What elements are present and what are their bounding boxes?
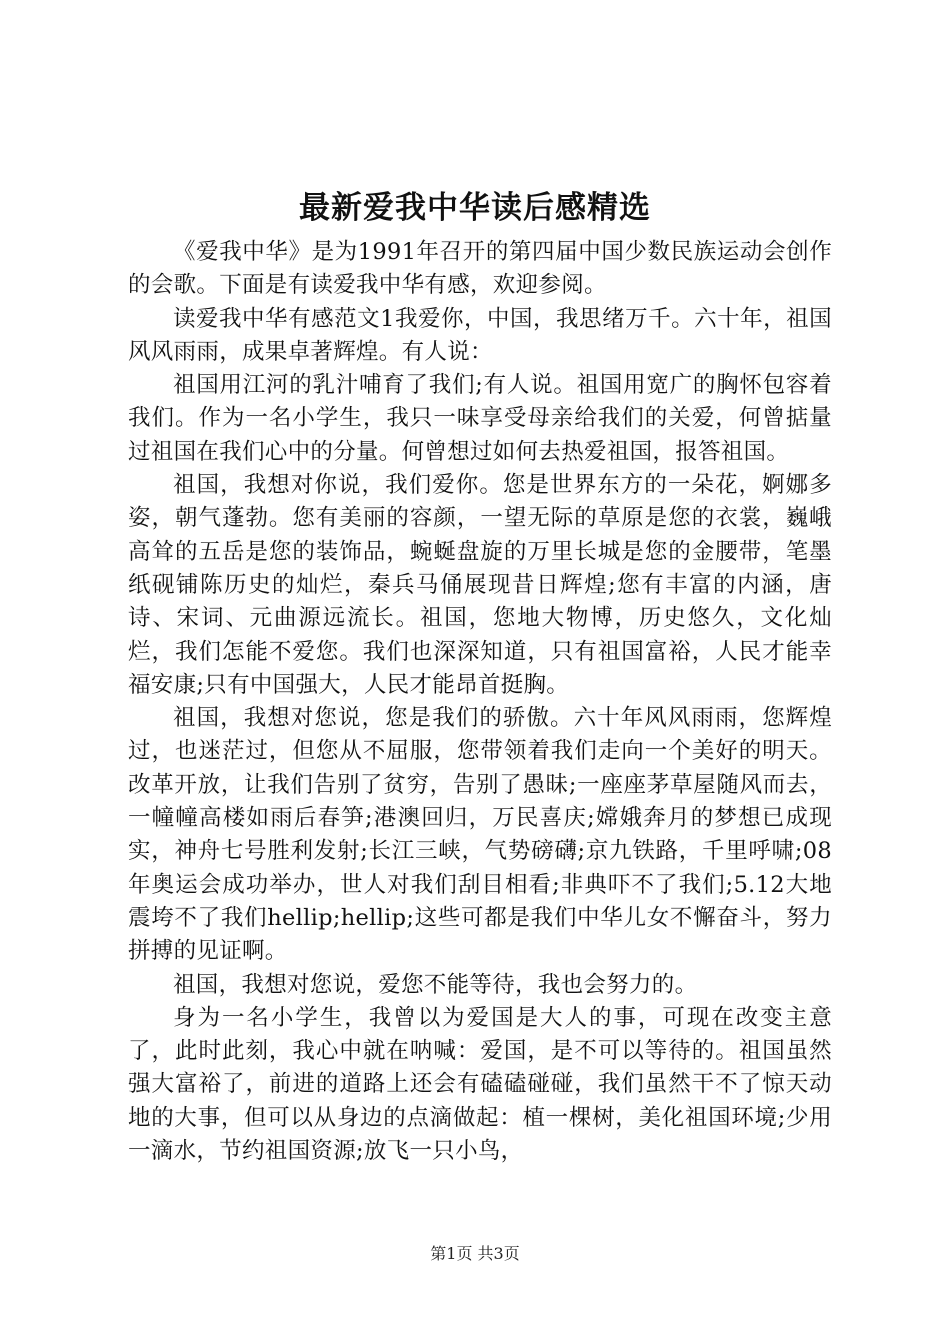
paragraph-essay-opening: 读爱我中华有感范文1我爱你，中国，我思绪万千。六十年，祖国风风雨雨，成果卓著辉煌。有人说： <box>128 305 832 365</box>
paragraph-as-a-student: 身为一名小学生，我曾以为爱国是大人的事，可现在改变主意了，此时此刻，我心中就在呐喊：爱国，是不可以等待的。祖国虽然强大富裕了，前进的道路上还会有磕磕碰碰，我们虽然干不了惊天动地的大事，但可以从身边的点滴做起：植一棵树，美化祖国环境;少用一滴水，节约祖国资源;放飞一只小鸟， <box>128 1004 832 1165</box>
paragraph-cannot-wait: 祖国，我想对您说，爱您不能等待，我也会努力的。 <box>173 971 698 998</box>
paragraph-we-love-you: 祖国，我想对你说，我们爱你。您是世界东方的一朵花，婀娜多姿，朝气蓬勃。您有美丽的容颜，一望无际的草原是您的衣裳，巍峨高耸的五岳是您的装饰品，蜿蜒盘旋的万里长城是您的金腰带，笔墨纸砚铺陈历史的灿烂，秦兵马俑展现昔日辉煌;您有丰富的内涵，唐诗、宋词、元曲源远流长。祖国，您地大物博，历史悠久，文化灿烂，我们怎能不爱您。我们也深深知道，只有祖国富裕，人民才能幸福安康;只有中国强大，人民才能昂首挺胸。 <box>128 472 832 698</box>
document-body <box>128 236 832 1168</box>
paragraph-our-pride: 祖国，我想对您说，您是我们的骄傲。六十年风风雨雨，您辉煌过，也迷茫过，但您从不屈服，您带领着我们走向一个美好的明天。改革开放，让我们告别了贫穷，告别了愚昧;一座座茅草屋随风而去，一幢幢高楼如雨后春笋;港澳回归，万民喜庆;嫦娥奔月的梦想已成现实，神舟七号胜利发射;长江三峡，气势磅礴;京九铁路，千里呼啸;08年奥运会成功举办，世人对我们刮目相看;非典吓不了我们;5.12大地震垮不了我们hellip;hellip;这些可都是我们中华儿女不懈奋斗，努力拼搏的见证啊。 <box>128 705 832 965</box>
page-footer: 第1页 共3页 <box>430 1244 520 1263</box>
page-title: 最新爱我中华读后感精选 <box>299 190 651 226</box>
paragraph-intro: 《爱我中华》是为1991年召开的第四届中国少数民族运动会创作的会歌。下面是有读爱我中华有感，欢迎参阅。 <box>128 239 832 299</box>
paragraph-motherland-nurture: 祖国用江河的乳汁哺育了我们;有人说。祖国用宽广的胸怀包容着我们。作为一名小学生，我只一味享受母亲给我们的关爱，何曾掂量过祖国在我们心中的分量。何曾想过如何去热爱祖国，报答祖国。 <box>128 372 832 465</box>
